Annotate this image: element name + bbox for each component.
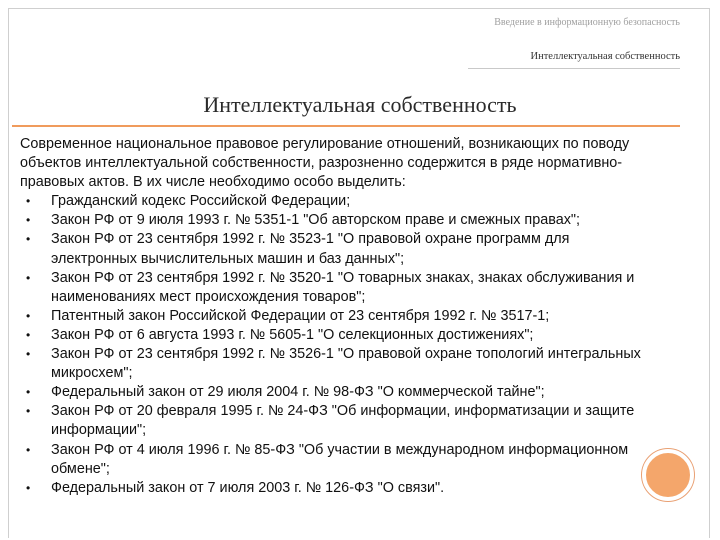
list-item-text: Гражданский кодекс Российской Федерации; <box>51 193 351 210</box>
slide-title: Интеллектуальная собственность <box>203 92 517 117</box>
header-divider <box>468 68 680 69</box>
list-item <box>20 211 650 230</box>
list-item <box>20 383 650 402</box>
bullet-icon: • <box>26 232 31 247</box>
list-item-text: Закон РФ от 9 июля 1993 г. № 5351-1 "Об авторском праве и смежных правах"; <box>51 212 581 229</box>
list-item-text: Закон РФ от 6 августа 1993 г. № 5605-1 "О селекционных достижениях"; <box>51 326 534 343</box>
list-item <box>20 192 650 211</box>
list-item <box>20 307 650 326</box>
list-item <box>20 479 650 498</box>
bullet-icon: • <box>26 347 31 362</box>
list-item-text: Закон РФ от 23 сентября 1992 г. № 3523-1 "О правовой охране программ для электронных вычислительных машин и баз данных"; <box>51 231 570 267</box>
list-item-text: Закон РФ от 4 июля 1996 г. № 85-ФЗ "Об участии в международном информационном обмене"; <box>51 441 629 477</box>
bullet-icon: • <box>26 404 31 419</box>
bullet-icon: • <box>26 308 31 323</box>
slide-body <box>20 135 650 498</box>
law-list <box>20 192 650 498</box>
bullet-icon: • <box>26 385 31 400</box>
list-item <box>20 230 650 268</box>
list-item <box>20 345 650 383</box>
title-divider <box>12 125 680 127</box>
bullet-icon: • <box>26 327 31 342</box>
header-subtitle: Интеллектуальная собственность <box>530 51 680 62</box>
list-item-text: Патентный закон Российской Федерации от 23 сентября 1992 г. № 3517-1; <box>51 307 550 324</box>
bullet-icon: • <box>26 270 31 285</box>
bullet-icon: • <box>26 442 31 457</box>
bullet-icon: • <box>26 480 31 495</box>
bullet-icon: • <box>26 194 31 209</box>
list-item-text: Закон РФ от 23 сентября 1992 г. № 3520-1 "О товарных знаках, знаках обслуживания и наименованиях мест происхождения товаров"; <box>51 269 635 305</box>
header-course-title: Введение в информационную безопасность <box>494 17 680 28</box>
list-item-text: Закон РФ от 23 сентября 1992 г. № 3526-1 "О правовой охране топологий интегральных микросхем"; <box>51 346 641 382</box>
list-item <box>20 441 650 479</box>
intro-paragraph: Современное национальное правовое регулирование отношений, возникающих по поводу объектов интеллектуальной собственности, разрозненно содержится в ряде нормативно-правовых актов. В их числе необходимо особо выделить: <box>20 136 630 191</box>
bullet-icon: • <box>26 213 31 228</box>
decorative-circle-icon <box>642 449 694 501</box>
list-item <box>20 326 650 345</box>
list-item-text: Федеральный закон от 7 июля 2003 г. № 126-ФЗ "О связи". <box>51 479 445 496</box>
list-item <box>20 402 650 440</box>
list-item <box>20 269 650 307</box>
list-item-text: Федеральный закон от 29 июля 2004 г. № 98-ФЗ "О коммерческой тайне"; <box>51 384 545 401</box>
list-item-text: Закон РФ от 20 февраля 1995 г. № 24-ФЗ "Об информации, информатизации и защите информации"; <box>51 403 635 439</box>
